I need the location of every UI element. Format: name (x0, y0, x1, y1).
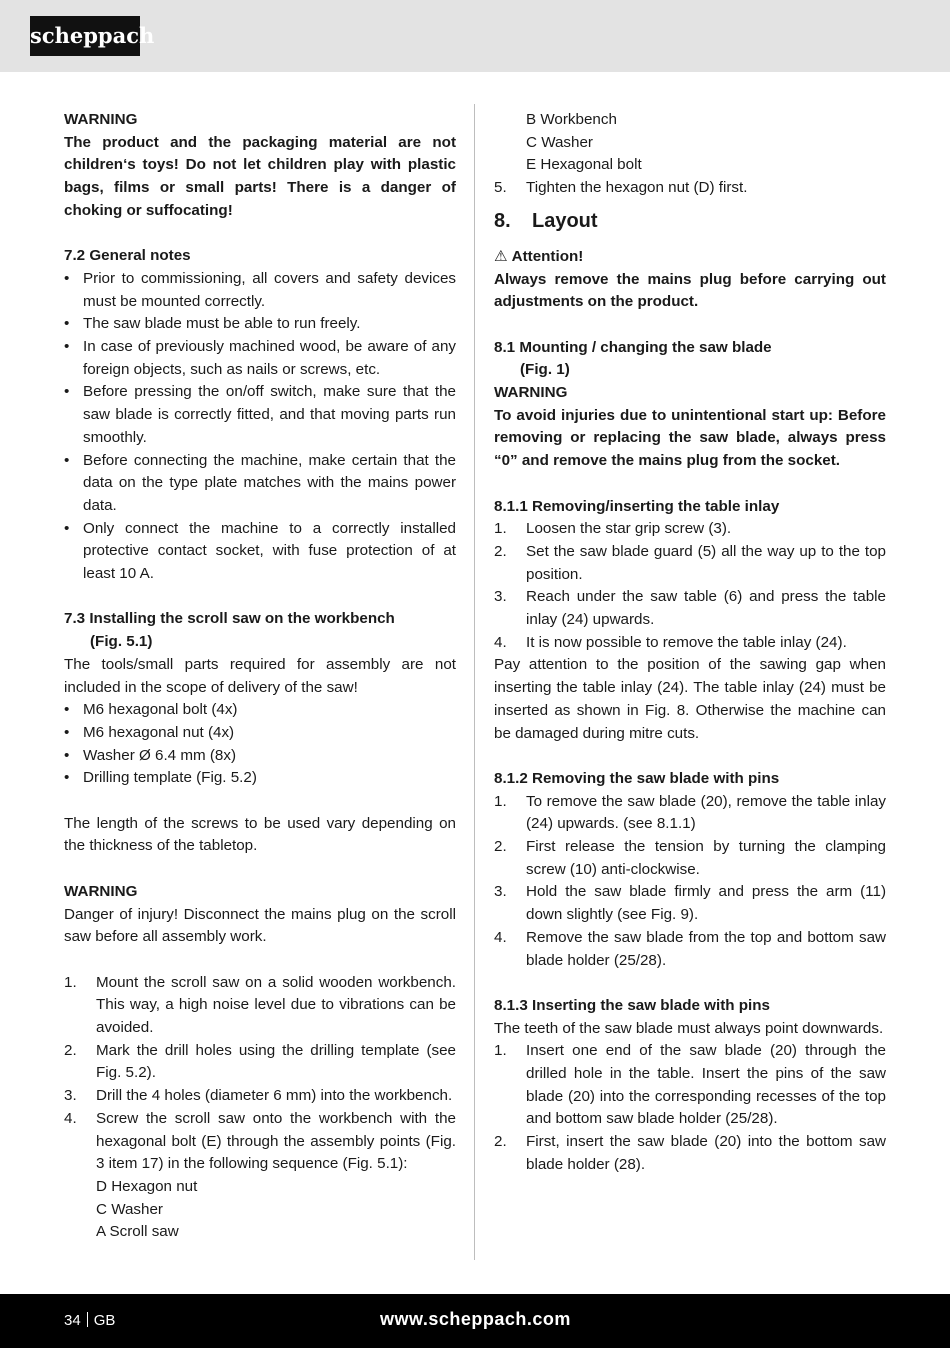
sequence-item: B Workbench (526, 111, 617, 128)
list-item: 3. Drill the 4 holes (diameter 6 mm) into the workbench. (64, 1087, 453, 1105)
section-8-1-2-title: 8.1.2 Removing the saw blade with pins (494, 769, 780, 787)
assembly-steps (64, 972, 456, 1176)
attention-title: ⚠ Attention! (494, 246, 886, 269)
section-7-2-title: 7.2 General notes (64, 247, 191, 265)
assembly-steps-continued (494, 177, 886, 200)
list-item: • Drilling template (Fig. 5.2) (64, 767, 456, 790)
list-item: 2. First release the tension by turning the clamping screw (10) anti-clockwise. (494, 838, 886, 878)
general-notes-list (64, 268, 456, 586)
section-8-heading (494, 208, 886, 234)
table-inlay-note: Pay attention to the position of the sawing gap when inserting the table inlay (24). The table inlay (24) must be inserted as shown in Fig. 8. Otherwise the machine can be damaged during mitre cuts. (494, 656, 886, 742)
page-header (0, 0, 950, 72)
list-item: • Only connect the machine to a correctly installed protective contact socket, with fuse protection of at least 10 A. (64, 518, 456, 586)
right-column (494, 109, 886, 1177)
section-8-1-title: 8.1 Mounting / changing the saw blade (494, 338, 772, 356)
warning-title: WARNING (494, 384, 568, 402)
section-8-1-3-intro: The teeth of the saw blade must always point downwards. (494, 1019, 884, 1037)
brand-logo: scheppach (30, 16, 140, 56)
list-item: 1. To remove the saw blade (20), remove the table inlay (24) upwards. (see 8.1.1) (494, 792, 886, 833)
list-item: • Prior to commissioning, all covers and safety devices must be mounted correctly. (64, 268, 456, 313)
list-item: 4. It is now possible to remove the table inlay (24). (494, 633, 847, 651)
column-divider (474, 104, 475, 1260)
warning-triangle-icon: ⚠ (494, 247, 508, 265)
list-item: 3. Reach under the saw table (6) and press the table inlay (24) upwards. (494, 588, 886, 629)
list-item: 1. Loosen the star grip screw (3). (494, 520, 732, 538)
section-8-1-fig: (Fig. 1) (520, 361, 570, 379)
left-column (64, 109, 456, 1244)
section-title: Layout (532, 209, 598, 232)
section-number: 8. (494, 209, 511, 232)
page-number: 34 GB (64, 1312, 116, 1329)
assembly-sequence (64, 1176, 456, 1244)
table-inlay-steps (494, 518, 886, 654)
parts-list (64, 699, 456, 790)
warning-text: To avoid injuries due to unintentional start up: Before removing or replacing the saw blade, always press “0” and remove the mains plug from the socket. (494, 406, 886, 470)
attention-text: Always remove the mains plug before carrying out adjustments on the product. (494, 270, 886, 311)
sequence-item: C Washer (526, 133, 593, 151)
list-item: 4. Screw the scroll saw onto the workbench with the hexagonal bolt (E) through the assembly points (Fig. 3 item 17) in the following sequence (Fig. 5.1): (64, 1109, 456, 1173)
list-item: 1. Mount the scroll saw on a solid wooden workbench. This way, a high noise level due to vibrations can be avoided. (64, 973, 456, 1037)
section-8-1-3-title: 8.1.3 Inserting the saw blade with pins (494, 996, 770, 1014)
list-item: • Before connecting the machine, make certain that the data on the type plate matches with the mains power data. (64, 450, 456, 518)
list-item: • Before pressing the on/off switch, make sure that the saw blade is correctly fitted, and that moving parts run smoothly. (64, 381, 456, 449)
list-item: 2. Set the saw blade guard (5) all the way up to the top position. (494, 542, 886, 583)
list-item: 1. Insert one end of the saw blade (20) through the drilled hole in the table. Insert the pins of the saw blade (20) into the corresponding recesses of the top and bottom saw blade holder (25/28). (494, 1042, 886, 1128)
list-item: 2. First, insert the saw blade (20) into the bottom saw blade holder (28). (494, 1133, 886, 1173)
list-item: • M6 hexagonal nut (4x) (64, 722, 456, 745)
section-7-3-fig: (Fig. 5.1) (90, 633, 153, 651)
list-item: • In case of previously machined wood, be aware of any foreign objects, such as nails or screws, etc. (64, 336, 456, 381)
assembly-sequence-continued (494, 109, 886, 177)
remove-blade-steps (494, 791, 886, 973)
sequence-item: A Scroll saw (96, 1223, 179, 1241)
sequence-item: E Hexagonal bolt (526, 156, 642, 174)
warning-title: WARNING (64, 111, 138, 128)
warning-text: The product and the packaging material are not children‘s toys! Do not let children play with plastic bags, films or small parts! There is a danger of choking or suffocating! (64, 133, 456, 219)
list-item: 5. Tighten the hexagon nut (D) first. (494, 179, 748, 197)
list-item: • Washer Ø 6.4 mm (8x) (64, 745, 456, 768)
list-item: • M6 hexagonal bolt (4x) (64, 699, 456, 722)
warning-title: WARNING (64, 882, 138, 900)
sequence-item: C Washer (96, 1200, 163, 1218)
list-item: 2. Mark the drill holes using the drilling template (see Fig. 5.2). (64, 1041, 456, 1082)
list-item: 3. Hold the saw blade firmly and press the arm (11) down slightly (see Fig. 9). (494, 883, 886, 924)
sequence-item: D Hexagon nut (96, 1177, 198, 1195)
list-item: • The saw blade must be able to run freely. (64, 313, 456, 336)
insert-blade-steps (494, 1040, 886, 1176)
section-8-1-1-title: 8.1.1 Removing/inserting the table inlay (494, 497, 780, 515)
website-link: www.scheppach.com (380, 1309, 571, 1329)
warning-text: Danger of injury! Disconnect the mains plug on the scroll saw before all assembly work. (64, 905, 456, 946)
page-footer (0, 1294, 950, 1348)
list-item: 4. Remove the saw blade from the top and bottom saw blade holder (25/28). (494, 928, 886, 969)
section-7-3-title: 7.3 Installing the scroll saw on the workbench (64, 610, 395, 628)
screws-note: The length of the screws to be used vary depending on the thickness of the tabletop. (64, 814, 456, 855)
section-7-3-intro: The tools/small parts required for assembly are not included in the scope of delivery of the saw! (64, 655, 456, 696)
